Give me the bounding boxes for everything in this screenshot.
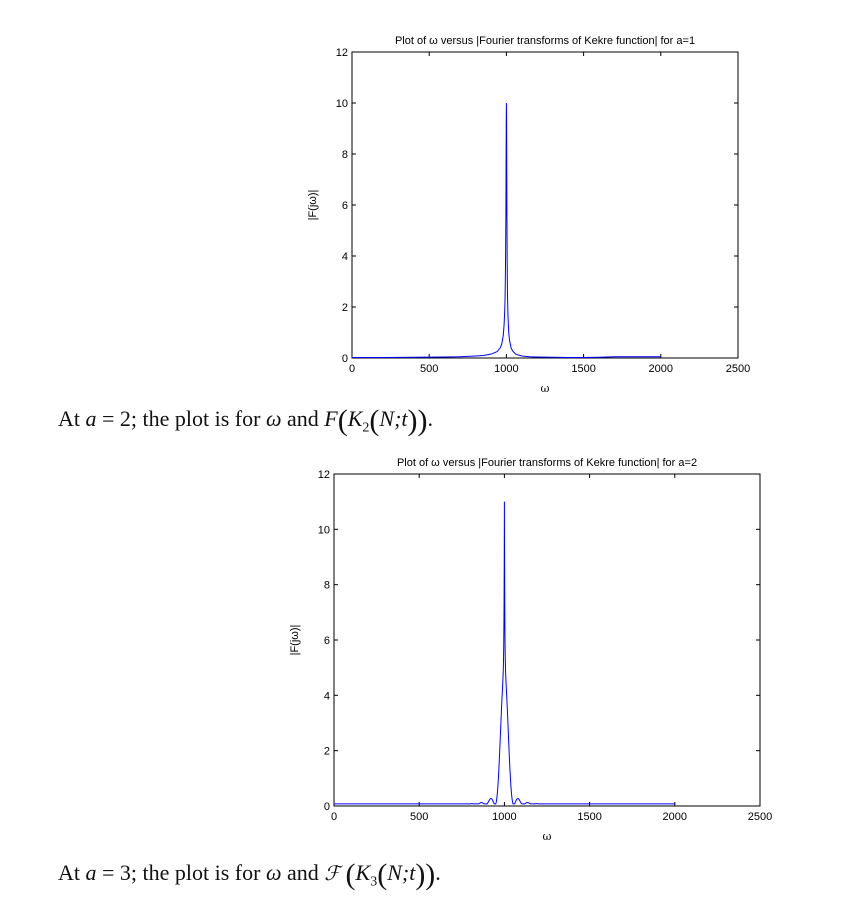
y-tick-label: 6 <box>323 635 330 647</box>
caption-omega: ω <box>265 406 282 431</box>
plot-a1-svg <box>300 30 760 400</box>
caption-func: F <box>324 406 338 431</box>
y-tick-label: 12 <box>317 469 330 481</box>
y-tick-label: 12 <box>335 47 348 59</box>
y-tick-label: 10 <box>317 524 330 537</box>
y-axis-label: |F(jω)| <box>289 624 301 656</box>
y-tick-label: 2 <box>323 745 330 758</box>
y-tick-label: 4 <box>323 690 330 703</box>
y-tick-label: 4 <box>341 251 348 263</box>
caption-sub: 2 <box>362 420 370 436</box>
x-tick-label: 2000 <box>662 811 688 823</box>
caption-var: a <box>85 406 97 431</box>
chart-title: Plot of ω versus |Fourier transforms of Kekre function| for a=2 <box>396 457 698 469</box>
series-line <box>352 103 661 357</box>
caption-omega: ω <box>265 860 282 885</box>
y-tick-label: 8 <box>323 579 330 592</box>
caption-and: and <box>281 406 325 431</box>
y-tick-label: 2 <box>341 302 348 314</box>
x-tick-label: 1000 <box>494 363 519 375</box>
x-axis-label: ω <box>542 830 552 843</box>
chart-title: Plot of ω versus |Fourier transforms of Kekre function| for a=1 <box>394 35 696 47</box>
caption-args: N;t <box>379 406 408 431</box>
caption-prefix: At <box>58 860 86 885</box>
x-tick-label: 1500 <box>571 363 596 375</box>
caption-eq: = 3; the plot is for <box>96 860 266 885</box>
y-tick-label: 10 <box>335 98 348 110</box>
plot-a2 <box>280 448 790 848</box>
x-tick-label: 2000 <box>648 363 674 375</box>
caption-var: a <box>85 860 97 885</box>
x-tick-label: 2500 <box>747 811 773 823</box>
y-tick-label: 8 <box>341 149 348 161</box>
y-tick-label: 6 <box>341 200 348 212</box>
series-line <box>334 502 675 804</box>
y-tick-label: 0 <box>323 801 330 813</box>
caption-k: K <box>347 406 363 431</box>
caption-sub: 3 <box>370 874 378 890</box>
y-axis-label: |F(jω)| <box>307 189 319 221</box>
x-axis-label: ω <box>540 382 550 395</box>
caption-args: N;t <box>387 860 416 885</box>
caption-eq: = 2; the plot is for <box>96 406 266 431</box>
caption-k: K <box>355 860 371 885</box>
caption-a2: At a = 2; the plot is for ω and $F(K_2(N;t))$. <box>58 404 434 437</box>
x-tick-label: 2500 <box>725 363 751 375</box>
x-tick-label: 1500 <box>577 811 602 823</box>
x-tick-label: 0 <box>330 811 338 823</box>
plot-frame <box>352 52 738 358</box>
x-tick-label: 0 <box>348 363 356 375</box>
caption-a3: At a = 3; the plot is for ω and ℱ $(K_3(N;t))$. <box>58 858 441 891</box>
x-tick-label: 500 <box>420 363 439 375</box>
x-tick-label: 500 <box>410 811 429 823</box>
plot-a2-svg <box>280 448 790 848</box>
caption-and: and <box>281 860 325 885</box>
x-tick-label: 1000 <box>492 811 517 823</box>
y-tick-label: 0 <box>341 353 348 365</box>
plot-a1 <box>300 30 760 400</box>
plot-frame <box>334 474 760 806</box>
caption-func: ℱ <box>324 861 340 885</box>
caption-prefix: At <box>58 406 86 431</box>
